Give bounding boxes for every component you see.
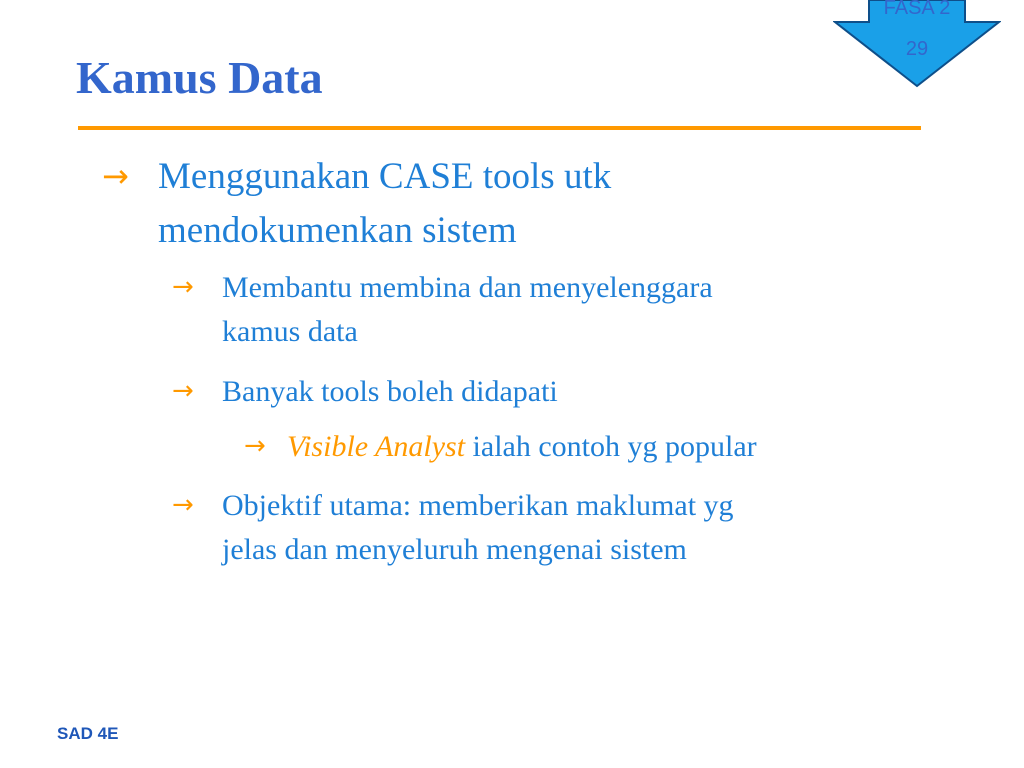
- sub-sub-bullet-text: ialah contoh yg popular: [465, 430, 757, 463]
- badge-phase-label: FASA 2: [883, 0, 951, 19]
- sub-bullet-text-line: Membantu membina dan menyelenggara: [222, 271, 713, 304]
- bullet-text-line: mendokumenkan sistem: [158, 210, 517, 251]
- title-divider: [78, 126, 921, 130]
- sub-bullet-text-line: Banyak tools boleh didapati: [222, 375, 558, 408]
- phase-badge: [833, 0, 1001, 90]
- badge-page-number: 29: [905, 38, 929, 60]
- footer-label: SAD 4E: [57, 724, 119, 743]
- sub-bullet-arrow-icon: →: [172, 490, 194, 520]
- sub-bullet-arrow-icon: →: [172, 272, 194, 302]
- sub-bullet: [222, 484, 734, 572]
- bullet-main: [158, 150, 611, 258]
- sub-sub-bullet-arrow-icon: →: [244, 431, 266, 461]
- sub-bullet-text-line: Objektif utama: memberikan maklumat yg: [222, 489, 734, 522]
- sub-bullet-text-line: kamus data: [222, 315, 358, 348]
- bullet-text-line: Menggunakan CASE tools utk: [158, 156, 612, 197]
- sub-bullet-arrow-icon: →: [172, 376, 194, 406]
- emphasized-product-name: Visible Analyst: [287, 430, 466, 463]
- bullet-arrow-icon: →: [102, 157, 129, 195]
- slide-title: Kamus Data: [76, 52, 323, 103]
- sub-bullet-text-line: jelas dan menyeluruh mengenai sistem: [222, 533, 687, 566]
- sub-sub-bullet: [287, 425, 757, 469]
- sub-bullet: [222, 266, 713, 354]
- sub-bullet: [222, 370, 558, 414]
